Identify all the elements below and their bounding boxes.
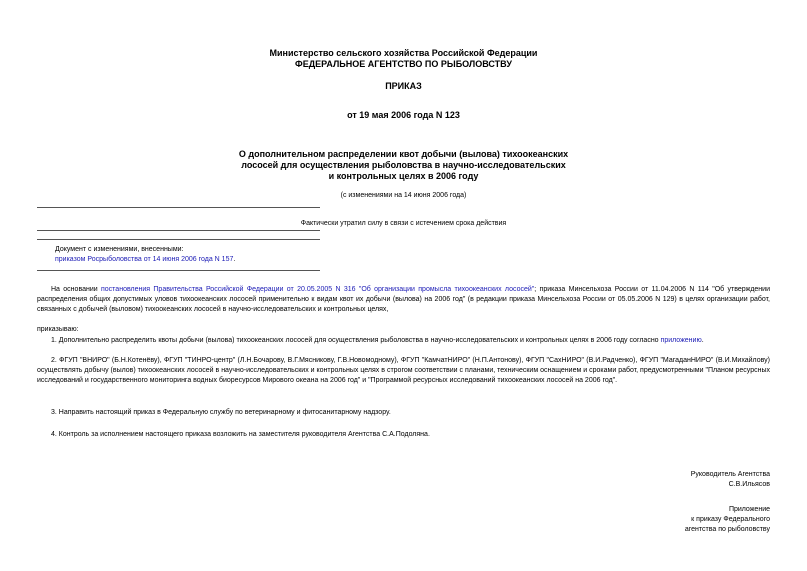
appendix-line-2: к приказу Федерального [691, 516, 770, 523]
divider [37, 239, 320, 240]
divider [37, 270, 320, 271]
signature-position: Руководитель Агентства [690, 471, 770, 478]
agency-name: ФЕДЕРАЛЬНОЕ АГЕНТСТВО ПО РЫБОЛОВСТВУ [295, 59, 512, 69]
government-decree-link[interactable]: постановления Правительства Российской Федерации от 20.05.2005 N 316 "Об организации промысла тихоокеанских лососей" [101, 286, 535, 293]
item-3 [37, 408, 770, 418]
item-1 [37, 336, 770, 346]
appendix-header [560, 505, 770, 535]
date-number: от 19 мая 2006 года N 123 [347, 110, 460, 120]
title-line-1: О дополнительном распределении квот добычи (вылова) тихоокеанских [238, 149, 569, 159]
item-1-end: . [701, 337, 704, 344]
item-3-text: 3. Направить настоящий приказ в Федеральную службу по ветеринарному и фитосанитарному надзору. [51, 409, 391, 416]
amending-order-link[interactable]: приказом Росрыболовства от 14 июня 2006 года N 157 [55, 256, 234, 263]
preamble-rest: ; приказа Минсельхоза России от 11.04.2006 N 114 "Об утверждении распределения общих допустимых уловов тихоокеанских лососей применительно к видам квот их добычи (вылова) на 2006 год" (в редакции приказа Минсельхоза России от 05.05.2006 N 129) в целях организации работ, связанных с добычей (выловом) тихоокеанских лососей в научно-исследовательских и контрольных целях, [37, 286, 770, 313]
status-note: Фактически утратил силу в связи с истечением срока действия [300, 220, 507, 227]
preamble-paragraph [37, 285, 770, 315]
title-line-2: лососей для осуществления рыболовства в научно-исследовательских [241, 160, 566, 170]
order-word: приказываю: [37, 326, 79, 333]
amendment-note: (с изменениями на 14 июня 2006 года) [340, 192, 467, 199]
preamble-start: На основании [51, 286, 101, 293]
signature-block [560, 470, 770, 490]
ministry-name: Министерство сельского хозяйства Российской Федерации [269, 48, 538, 58]
amendments-period: . [233, 256, 236, 263]
amendments-line [55, 255, 235, 264]
item-2-text: 2. ФГУП "ВНИРО" (Б.Н.Котенёву), ФГУП "ТИНРО-центр" (Л.Н.Бочарову, В.Г.Мясникову, Г.В.Новомодному), ФГУП "КамчатНИРО" (Н.П.Антонову), ФГУП "СахНИРО" (В.И.Радченко), ФГУП "МагаданНИРО" (В.И.Михайлову) осуществлять добычу (вылов) тихоокеанских лососей в научно-исследовательских и контрольных целях в строгом соответствии с планами, техническим оснащением и сроками работ, предусмотренными "Планом ресурсных исследований и государственного мониторинга водных биоресурсов Мирового океана на 2006 год" и "Программой ресурсных исследований тихоокеанских лососей на 2006 год". [37, 357, 770, 384]
signature-name: С.В.Ильясов [728, 481, 770, 488]
item-1-text: 1. Дополнительно распределить квоты добычи (вылова) тихоокеанских лососей для осуществления рыболовства в научно-исследовательских и контрольных целях в 2006 году согласно [51, 337, 661, 344]
divider [37, 207, 320, 208]
item-4 [37, 430, 770, 440]
item-2 [37, 356, 770, 386]
appendix-link[interactable]: приложению [660, 337, 702, 344]
title-line-3: и контрольных целях в 2006 году [328, 171, 479, 181]
item-4-text: 4. Контроль за исполнением настоящего приказа возложить на заместителя руководителя Агентства С.А.Подоляна. [51, 431, 430, 438]
document-type: ПРИКАЗ [385, 81, 422, 91]
amendments-label: Документ с изменениями, внесенными: [55, 246, 184, 253]
appendix-line-1: Приложение [728, 506, 770, 513]
divider [37, 230, 320, 231]
appendix-line-3: агентства по рыболовству [684, 526, 770, 533]
